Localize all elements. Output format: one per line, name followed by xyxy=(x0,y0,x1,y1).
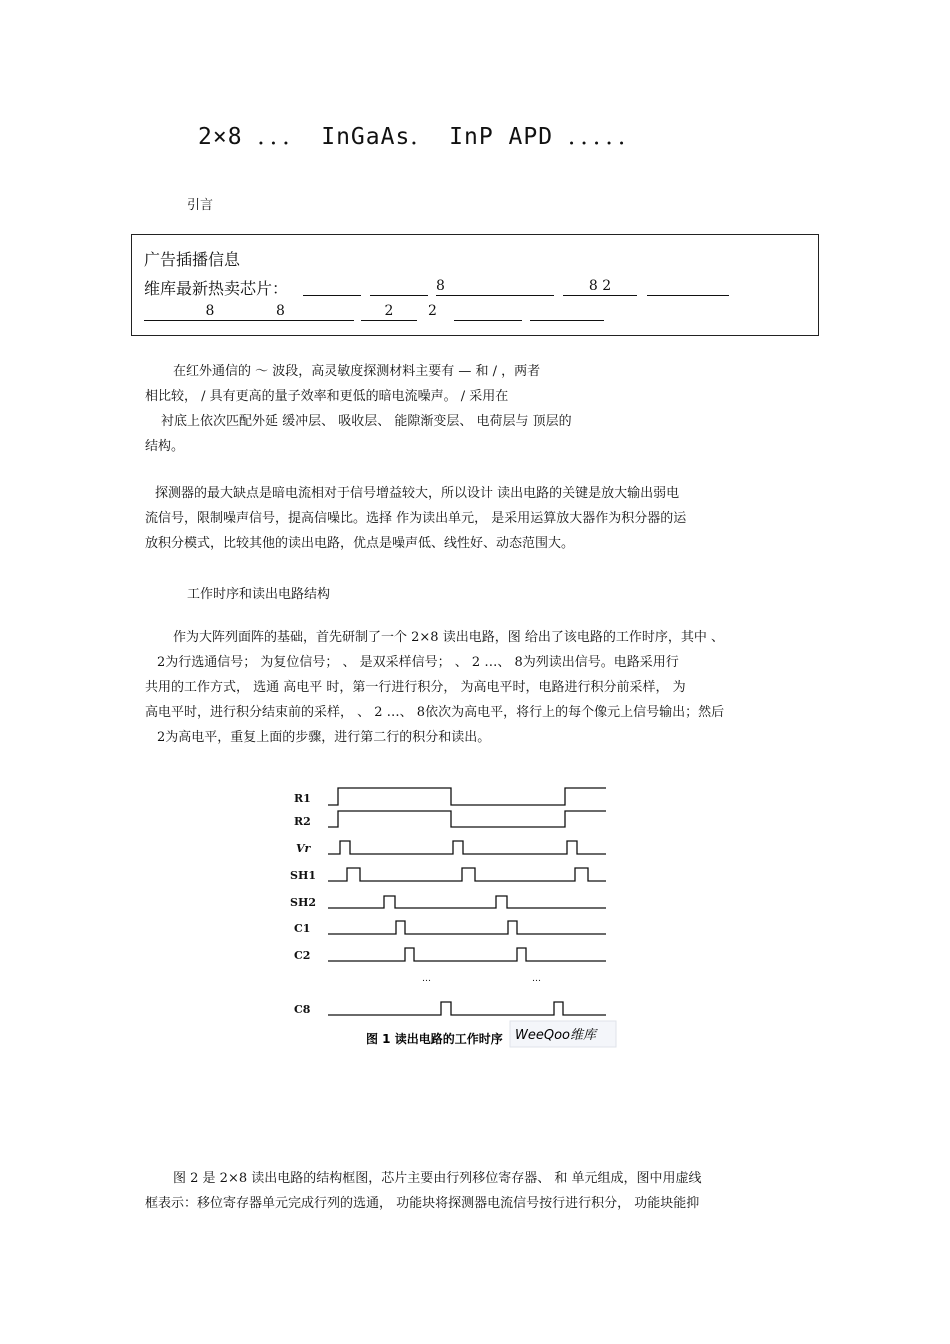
paragraph-3 xyxy=(145,625,724,750)
para3-line-5: 2为高电平，重复上面的步骤，进行第二行的积分和读出。 xyxy=(157,730,491,745)
figure-caption: 图 1 读出电路的工作时序 xyxy=(366,1032,503,1046)
waveform-vr xyxy=(328,841,606,854)
ellipsis-1: … xyxy=(422,974,431,984)
signal-label-c1: C1 xyxy=(294,922,311,935)
para2-line-3: 放积分模式，比较其他的读出电路，优点是噪声低、线性好、动态范围大。 xyxy=(145,536,575,551)
page-title: 2×8 ．．． InGaAs． InP APD ．．．．． xyxy=(198,124,642,150)
para3-line-3: 共用的工作方式， 选通 高电平 时，第一行进行积分， 为高电平时，电路进行积分前采样， 为 xyxy=(145,680,686,695)
ad-label: 维库最新热卖芯片： xyxy=(144,279,289,298)
para1-line-3: 衬底上依次匹配外延 缓冲层、 吸收层、 能隙渐变层、 电荷层与 顶层的 xyxy=(161,414,572,429)
timing-diagram xyxy=(288,775,618,1050)
signal-label-r1: R1 xyxy=(294,792,311,805)
waveform-sh1 xyxy=(328,868,606,881)
para1-line-1: 在红外通信的 ～ 波段，高灵敏度探测材料主要有 — 和 / ，两者 xyxy=(173,364,541,379)
ad-link-10[interactable] xyxy=(530,302,604,321)
signal-label-c2: C2 xyxy=(294,949,311,962)
ad-link-1[interactable] xyxy=(303,277,361,296)
signal-label-r2: R2 xyxy=(294,815,311,828)
waveform-c8 xyxy=(328,1002,606,1015)
timing-diagram-figure xyxy=(288,775,618,1050)
signal-label-vr: Vr xyxy=(296,842,311,855)
watermark-logo: WeeQoo维库 xyxy=(515,1028,596,1043)
signal-label-c8: C8 xyxy=(294,1003,311,1016)
ad-link-5[interactable] xyxy=(647,277,729,296)
para4-line-2: 框表示：移位寄存器单元完成行列的选通， 功能块将探测器电流信号按行进行积分， 功能块能抑 xyxy=(145,1196,700,1211)
signal-label-sh2: SH2 xyxy=(290,896,316,909)
signal-label-sh1: SH1 xyxy=(290,869,316,882)
waveform-c1 xyxy=(328,921,606,934)
paragraph-2 xyxy=(145,481,686,556)
ad-link-6[interactable]: 8 xyxy=(144,302,276,321)
para1-line-2: 相比较， / 具有更高的量子效率和更低的暗电流噪声。 / 采用在 xyxy=(145,389,509,404)
waveform-sh2 xyxy=(328,896,606,908)
ellipsis-2: … xyxy=(532,974,541,984)
para2-line-1: 探测器的最大缺点是暗电流相对于信号增益较大，所以设计 读出电路的关键是放大输出弱电 xyxy=(155,486,680,501)
section-heading-timing: 工作时序和读出电路结构 xyxy=(187,587,331,602)
paragraph-1 xyxy=(145,359,572,459)
ad-link-3[interactable]: 8 xyxy=(436,277,554,296)
ad-box: 广告插播信息 维库最新热卖芯片： 8 8 2 8 8 2 2 xyxy=(131,234,819,336)
para3-line-4: 高电平时，进行积分结束前的采样， 、 2 …、 8依次为高电平，将行上的每个像元上信号输出；然后 xyxy=(145,705,725,720)
section-heading-intro: 引言 xyxy=(187,198,214,213)
ad-link-2[interactable] xyxy=(370,277,428,296)
waveform-r2 xyxy=(328,811,606,827)
para2-line-2: 流信号，限制噪声信号，提高信噪比。选择 作为读出单元， 是采用运算放大器作为积分器的运 xyxy=(145,511,687,526)
paragraph-4 xyxy=(145,1166,702,1216)
para3-line-2: 2为行选通信号； 为复位信号； 、 是双采样信号； 、 2 …、 8为列读出信号。电路采用行 xyxy=(157,655,679,670)
waveform-r1 xyxy=(328,788,606,805)
para3-line-1: 作为大阵列面阵的基础，首先研制了一个 2×8 读出电路，图 给出了该电路的工作时序，其中 、 xyxy=(173,630,724,645)
para4-line-1: 图 2 是 2×8 读出电路的结构框图，芯片主要由行列移位寄存器、 和 单元组成，图中用虚线 xyxy=(173,1171,702,1186)
ad-link-8[interactable]: 2 xyxy=(361,302,417,321)
para1-line-4: 结构。 xyxy=(145,439,185,454)
waveform-c2 xyxy=(328,948,606,961)
ad-link-9[interactable] xyxy=(454,302,522,321)
ad-link-7[interactable]: 8 xyxy=(276,302,354,321)
ad-heading: 广告插播信息 xyxy=(144,250,241,269)
ad-link-4[interactable]: 8 2 xyxy=(563,277,637,296)
